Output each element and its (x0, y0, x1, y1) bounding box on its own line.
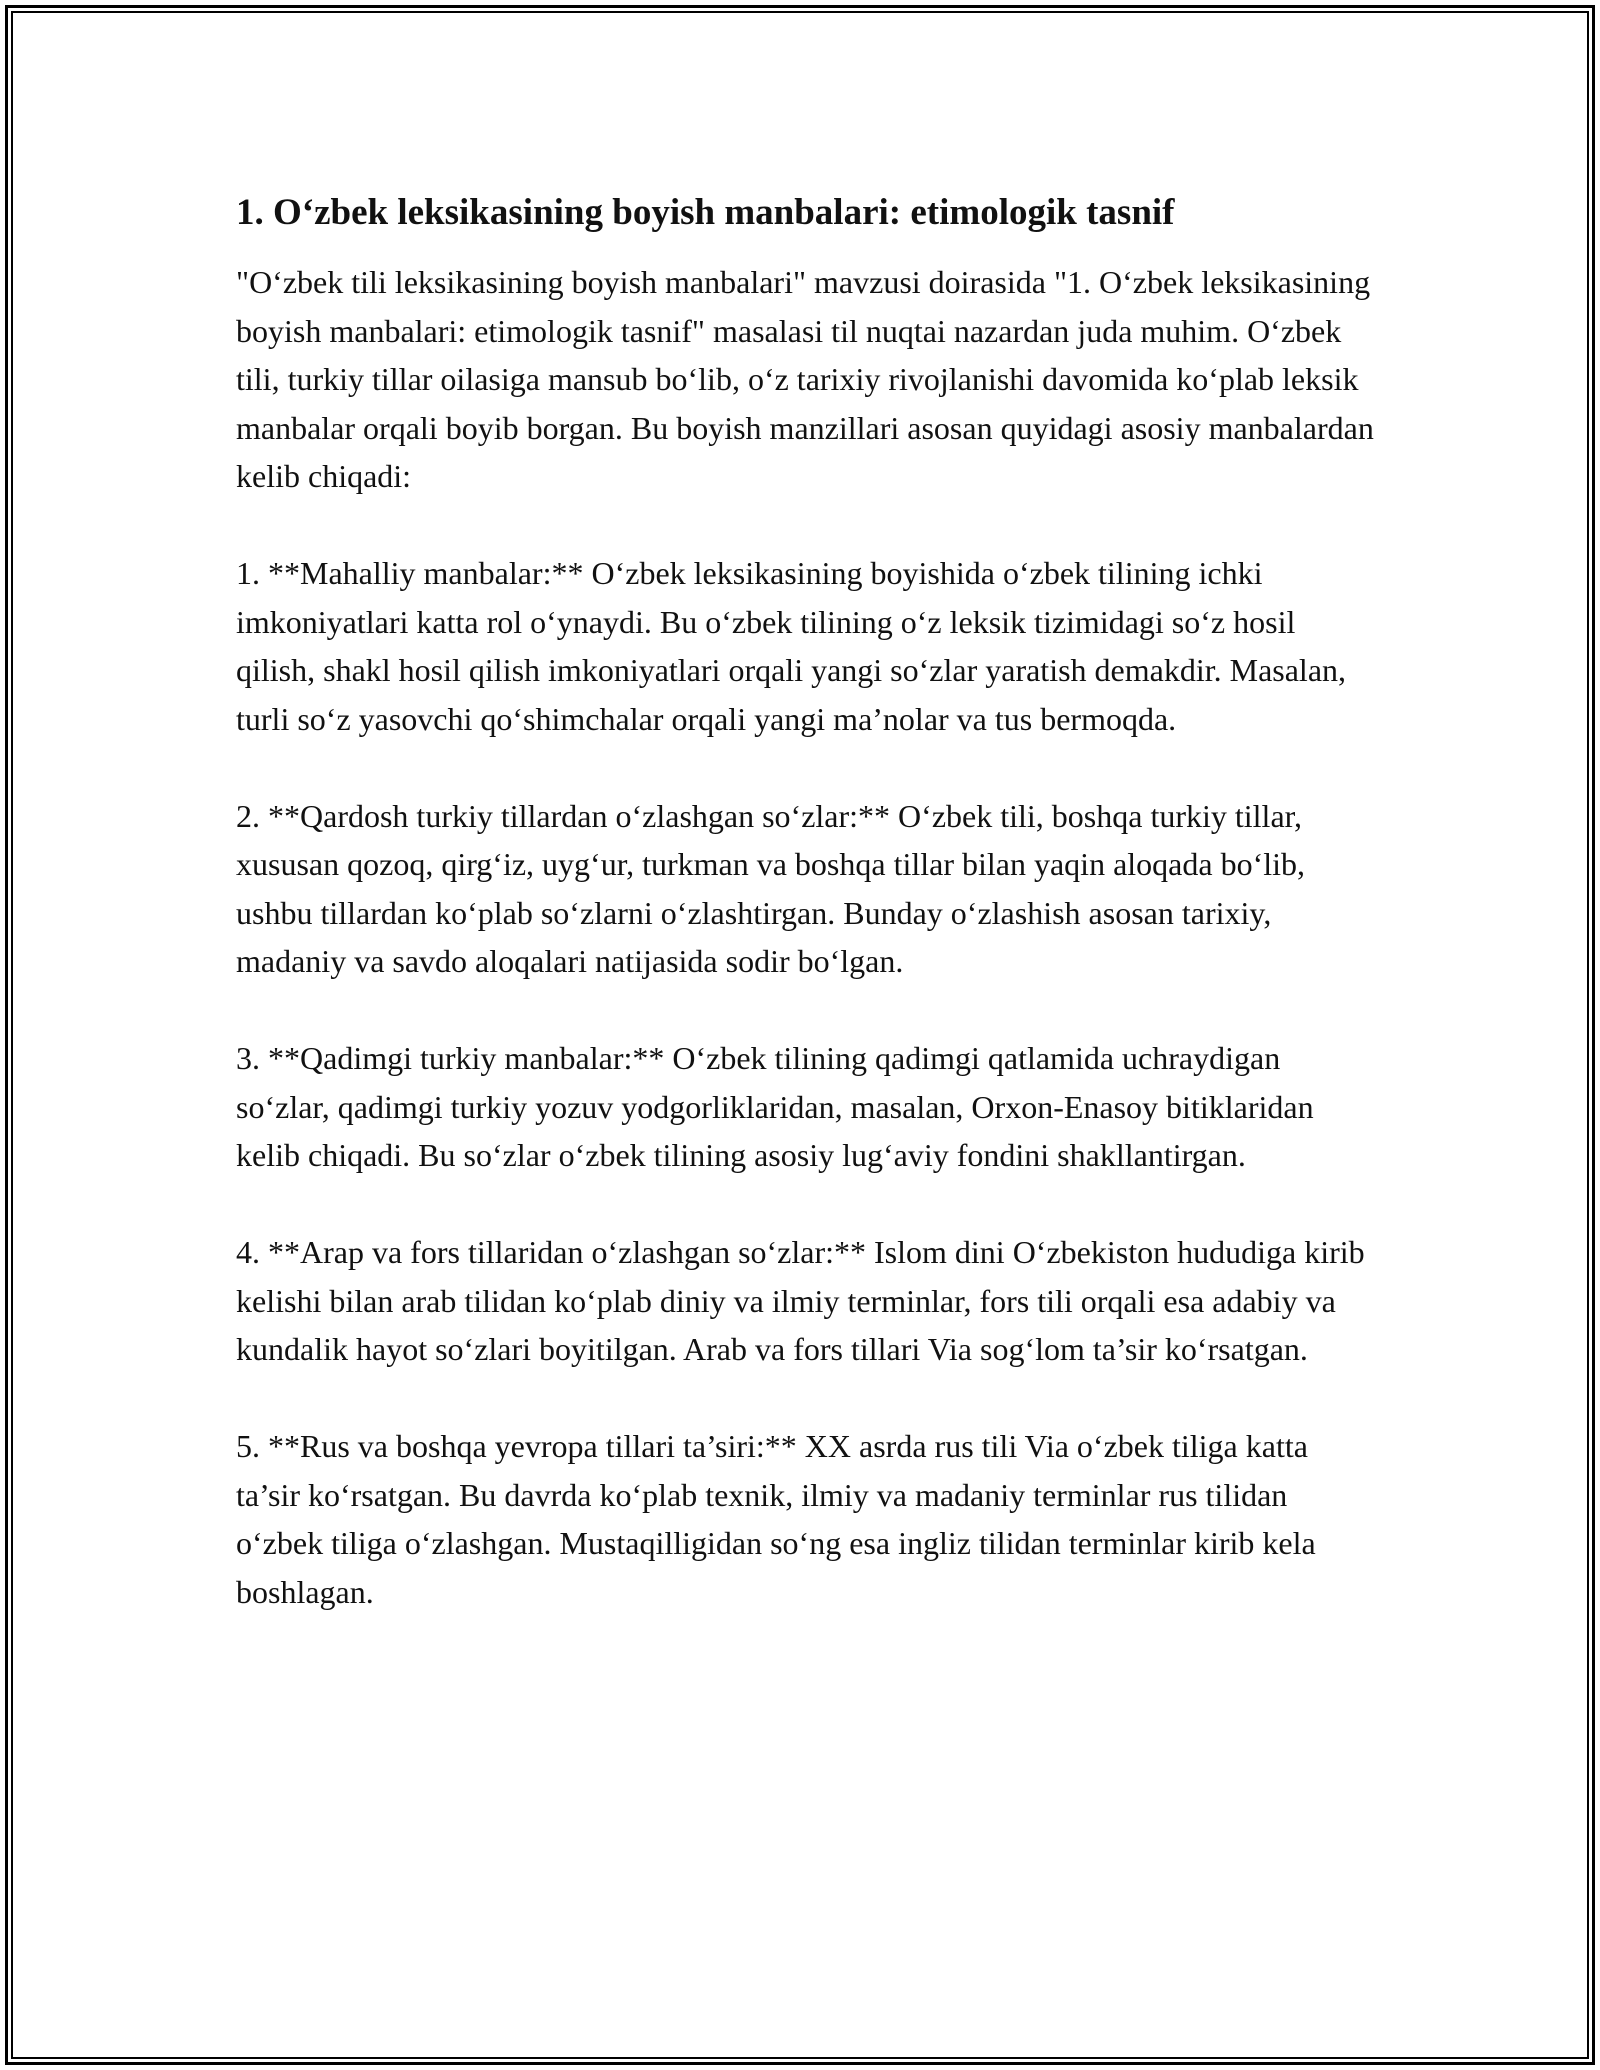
list-item-qadimgi-turkiy-manbalar: 3. **Qadimgi turkiy manbalar:** O‘zbek tilining qadimgi qatlamida uchraydigan so‘zlar, qadimgi turkiy yozuv yodgorliklaridan, masalan, Orxon-Enasoy bitiklaridan kelib chiqadi. Bu so‘zlar o‘zbek tilining asosiy lug‘aviy fondini shakllantirgan. (236, 1040, 1314, 1173)
list-item-rus-yevropa-tillari: 5. **Rus va boshqa yevropa tillari ta’siri:** XX asrda rus tili Via o‘zbek tiliga katta ta’sir ko‘rsatgan. Bu davrda ko‘plab texnik, ilmiy va madaniy terminlar rus tilidan o‘zbek tiliga o‘zlashgan. Mustaqilligidan so‘ng esa ingliz tilidan terminlar kirib kela boshlagan. (236, 1428, 1316, 1610)
intro-paragraph: "O‘zbek tili leksikasining boyish manbalari" mavzusi doirasida "1. O‘zbek leksikasining boyish manbalari: etimologik tasnif" masalasi til nuqtai nazardan juda muhim. O‘zbek tili, turkiy tillar oilasiga mansub bo‘lib, o‘z tarixiy rivojlanishi davomida ko‘plab leksik manbalar orqali boyib borgan. Bu boyish manzillari asosan quyidagi asosiy manbalardan kelib chiqadi: (236, 264, 1374, 494)
list-item-arab-fors-tillari: 4. **Arap va fors tillaridan o‘zlashgan so‘zlar:** Islom dini O‘zbekiston hududiga kirib kelishi bilan arab tilidan ko‘plab diniy va ilmiy terminlar, fors tili orqali esa adabiy va kundalik hayot so‘zlari boyitilgan. Arab va fors tillari Via sog‘lom ta’sir ko‘rsatgan. (236, 1234, 1365, 1367)
document-body (236, 188, 1376, 1665)
list-item-mahalliy-manbalar: 1. **Mahalliy manbalar:** O‘zbek leksikasining boyishida o‘zbek tilining ichki imkoniyatlari katta rol o‘ynaydi. Bu o‘zbek tilining o‘z leksik tizimidagi so‘z hosil qilish, shakl hosil qilish imkoniyatlari orqali yangi so‘zlar yaratish demakdir. Masalan, turli so‘z yasovchi qo‘shimchalar orqali yangi ma’nolar va tus bermoqda. (236, 555, 1347, 737)
list-item-qardosh-turkiy-tillar: 2. **Qardosh turkiy tillardan o‘zlashgan so‘zlar:** O‘zbek tili, boshqa turkiy tillar, xususan qozoq, qirg‘iz, uyg‘ur, turkman va boshqa tillar bilan yaqin aloqada bo‘lib, ushbu tillardan ko‘plab so‘zlarni o‘zlashtirgan. Bunday o‘zlashish asosan tarixiy, madaniy va savdo aloqalari natijasida sodir bo‘lgan. (236, 797, 1305, 979)
document-title: 1. O‘zbek leksikasining boyish manbalari: etimologik tasnif (236, 192, 1175, 233)
